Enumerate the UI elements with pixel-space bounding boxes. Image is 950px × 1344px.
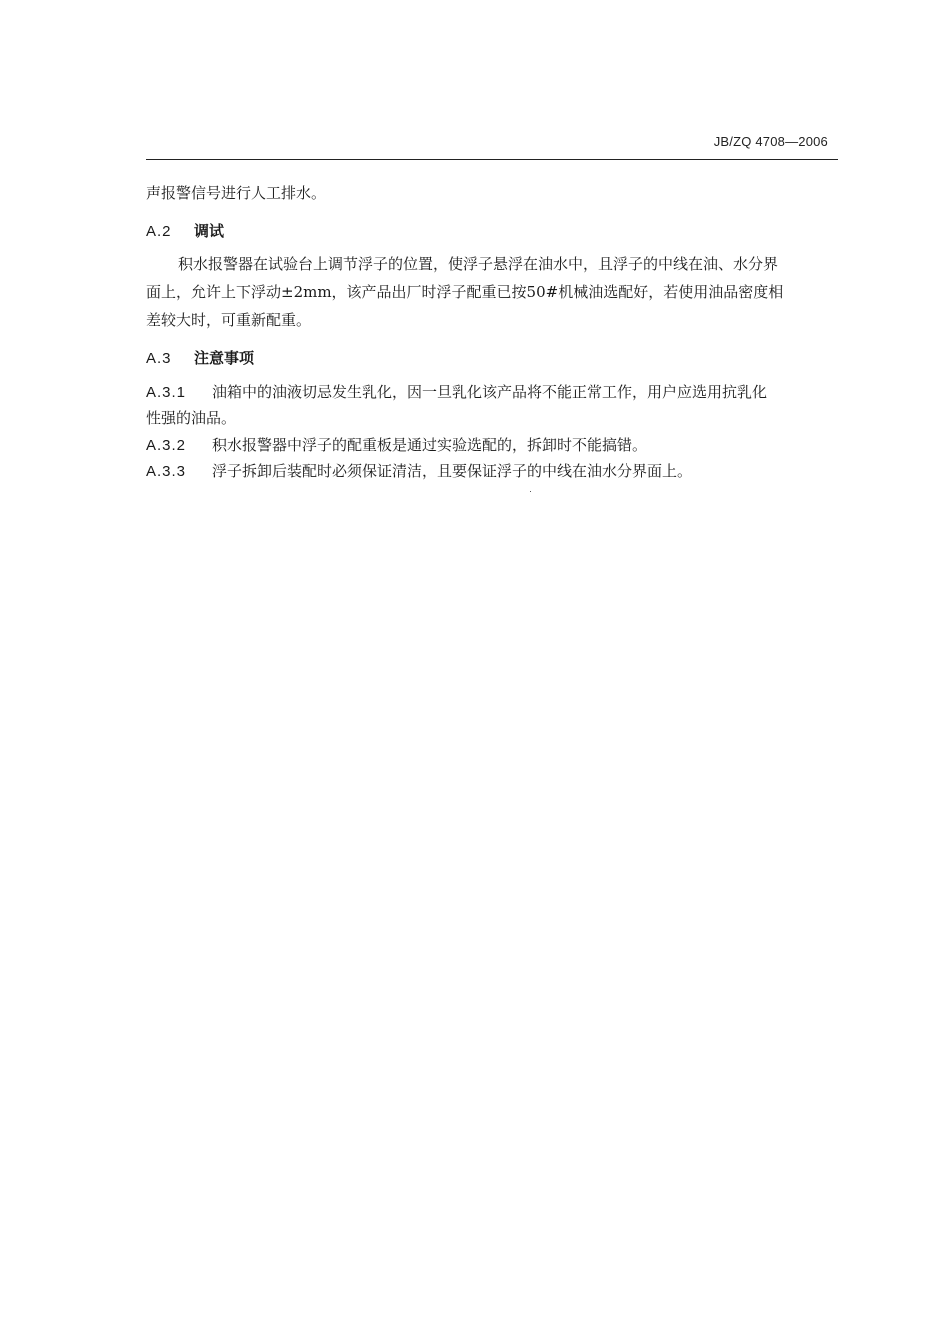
standard-code: JB/ZQ 4708—2006 bbox=[713, 134, 828, 149]
item-number: A.3.2 bbox=[146, 437, 187, 454]
item-continuation: 性强的油品。 bbox=[146, 409, 237, 427]
list-item bbox=[146, 459, 844, 484]
item-number: A.3.1 bbox=[146, 384, 187, 401]
item-text: 积水报警器中浮子的配重板是通过实验选配的，拆卸时不能搞错。 bbox=[212, 436, 648, 454]
section-title: 注意事项 bbox=[194, 349, 255, 367]
list-item bbox=[146, 380, 844, 405]
paragraph-line: 差较大时，可重新配重。 bbox=[146, 311, 312, 329]
scan-speck bbox=[530, 491, 531, 492]
item-text: 浮子拆卸后装配时必须保证清洁，且要保证浮子的中线在油水分界面上。 bbox=[212, 462, 693, 480]
header-rule bbox=[146, 159, 838, 160]
section-title: 调试 bbox=[194, 222, 225, 240]
paragraph-line: 积水报警器在试验台上调节浮子的位置，使浮子悬浮在油水中，且浮子的中线在油、水分界 bbox=[178, 255, 779, 273]
item-text: 油箱中的油液切忌发生乳化，因一旦乳化该产品将不能正常工作，用户应选用抗乳化 bbox=[212, 383, 768, 401]
section-a2-heading bbox=[146, 219, 224, 244]
section-number: A.3 bbox=[146, 350, 172, 367]
section-a3-heading bbox=[146, 346, 254, 371]
continuation-text: 声报警信号进行人工排水。 bbox=[146, 184, 327, 202]
section-number: A.2 bbox=[146, 223, 172, 240]
paragraph-line: 面上，允许上下浮动±2mm，该产品出厂时浮子配重已按50#机械油选配好，若使用油品密度相 bbox=[146, 283, 784, 301]
item-number: A.3.3 bbox=[146, 463, 187, 480]
list-item bbox=[146, 433, 844, 458]
